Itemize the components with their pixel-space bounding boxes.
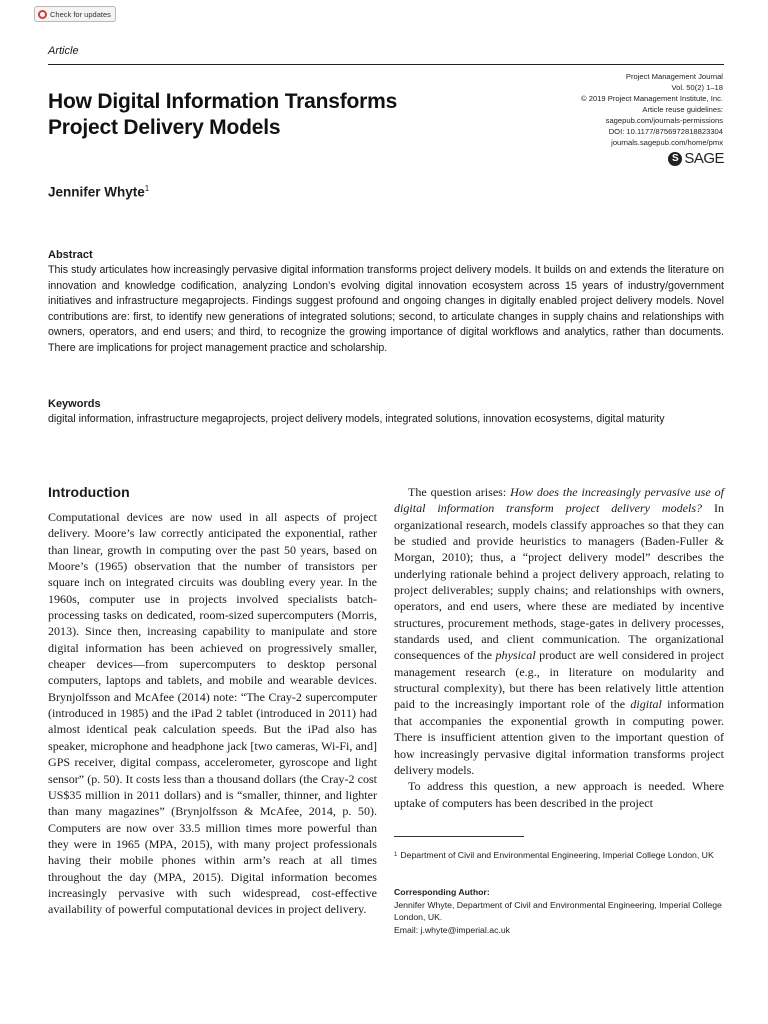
intro-paragraph-3: To address this question, a new approach is needed. Where uptake of computers has been described in the project [394, 779, 724, 810]
journal-name: Project Management Journal [625, 72, 723, 81]
corresponding-author-email[interactable]: Email: j.whyte@imperial.ac.uk [394, 924, 511, 935]
keywords-heading: Keywords [48, 398, 101, 410]
research-question: How does the increasingly pervasive use of digital information transform project delivery models? [394, 485, 724, 516]
update-badge-icon [38, 10, 47, 19]
abstract-text: This study articulates how increasingly pervasive digital information transforms project delivery models. It builds on and extends the literature on innovation and knowledge codification, analyzing London’s evolving digital innovation ecosystem across 15 years of industry/government initiatives and infrastructure megaprojects. Findings suggest profound and ongoing changes in digitally enabled project delivery models. Novel contributions are: first, to identify new generations of integrated solutions; second, to articulate changes in supply chains and relationships with owners, operators, and end users; and third, to recognize the growing importance of digital workflows and analytics, rather than documents. There are implications for project management practice and scholarship. [48, 264, 724, 354]
sage-logo-text: SAGE [684, 150, 724, 167]
corresponding-author [394, 886, 724, 936]
keywords-text: digital information, infrastructure megaprojects, project delivery models, integrated solutions, innovation ecosystems, digital maturity [48, 413, 665, 425]
intro-paragraph-2 [394, 484, 724, 778]
corresponding-author-heading: Corresponding Author: [394, 887, 490, 897]
p2-text-c: information that accompanies the exponential growth in computing power. There is insufficient attention given to the important question of how increasingly pervasive digital information transforms project delivery models. [394, 697, 724, 777]
corresponding-author-address: Jennifer Whyte, Department of Civil and Environmental Engineering, Imperial College London, UK. [394, 899, 722, 922]
affiliation-footnote [394, 849, 724, 862]
sage-logo-icon: S [668, 152, 682, 166]
p2-text-a: In organizational research, models classify approaches so that they can be studied and provide heuristics to managers (Baden-Fuller & Morgan, 2010); thus, a “project delivery model” describes the underlying rationale behind a project delivery approach, relating to project deliverables; supply chains; and relationships with owners, operators, and end users, where these are mediated by incentive structures, procurement methods, stage-gates in delivery processes, standards used, and client communication. The organizational consequences of the [394, 501, 725, 663]
journal-volume: Vol. 50(2) 1–18 [671, 83, 723, 92]
p2-lead: The question arises: [408, 485, 511, 499]
doi-link[interactable]: DOI: 10.1177/8756972818823304 [608, 127, 723, 136]
check-for-updates-badge[interactable] [34, 6, 116, 22]
permissions-link[interactable]: sagepub.com/journals-permissions [605, 116, 723, 125]
reuse-guidelines-label: Article reuse guidelines: [642, 105, 723, 114]
body-column-right [394, 484, 724, 811]
journal-info [581, 71, 723, 148]
p2-text-b: product are well considered in project management research (e.g., in literature on modularity and structural complexity), but there has been relatively little attention paid to the increasingly important role of the [394, 648, 724, 712]
abstract-heading: Abstract [48, 249, 93, 261]
p2-emphasis-physical: physical [495, 648, 536, 663]
p2-emphasis-digital: digital [630, 697, 662, 712]
author-name: Jennifer Whyte [48, 184, 145, 200]
sage-logo [668, 150, 724, 167]
footnote-text: Department of Civil and Environmental Engineering, Imperial College London, UK [400, 850, 714, 860]
journal-home-link[interactable]: journals.sagepub.com/home/pmx [611, 138, 723, 147]
journal-copyright: © 2019 Project Management Institute, Inc. [581, 94, 723, 103]
footnote-rule [394, 836, 524, 837]
author [48, 184, 149, 200]
header-rule [48, 64, 724, 65]
article-title [48, 89, 518, 141]
footnote-number: 1 [394, 852, 398, 858]
intro-paragraph-1: Computational devices are now used in all aspects of project delivery. Moore’s law correctly anticipated the exponential, rather than linear, growth in computing over the past 50 years, based on Moore’s (1965) observation that the number of transistors per square inch on integrated circuits was doubling every year. In the 1960s, computer use in projects involved specialists batch-processing tasks on dedicated, room-sized supercomputers (Morris, 2013). Since then, increasing capability to manipulate and store digital information has been achieved on progressively smaller, cheaper devices—from supercomputers to desktop personal computers, laptops and tablets, and mobile and wearable devices. Brynjolfsson and McAfee (2014) note: “The Cray-2 supercomputer (introduced in 1985) and the iPad 2 tablet (introduced in 2011) had almost identical peak calculation speeds. But the iPad also has speaker, microphone and headphone jack [two cameras, Wi-Fi, and] GPS receiver, digital compass, accelerometer, gyroscope and light sensor” (p. 50). It costs less than a thousand dollars (the Cray-2 cost US$35 million in 2011 dollars) and is “smaller, thinner, and lighter than many magazines” (Brynjolfsson & McAfee, 2014, p. 50). Computers are now over 33.5 million times more powerful than they were in 1965 (MPA, 2015), with many project professionals having their mobile phones within arm’s reach at all times throughout the day (MPA, 2015). Digital information becomes increasingly pervasive with such widespread, cost-effective availability of powerful computational devices in project delivery. [48, 510, 377, 917]
body-column-left [48, 509, 377, 918]
title-line-1: How Digital Information Transforms [48, 90, 398, 113]
author-affiliation-mark: 1 [144, 184, 150, 193]
introduction-heading: Introduction [48, 484, 130, 500]
title-line-2: Project Delivery Models [48, 116, 281, 139]
article-type-label: Article [48, 45, 79, 57]
check-for-updates-label: Check for updates [50, 9, 111, 19]
